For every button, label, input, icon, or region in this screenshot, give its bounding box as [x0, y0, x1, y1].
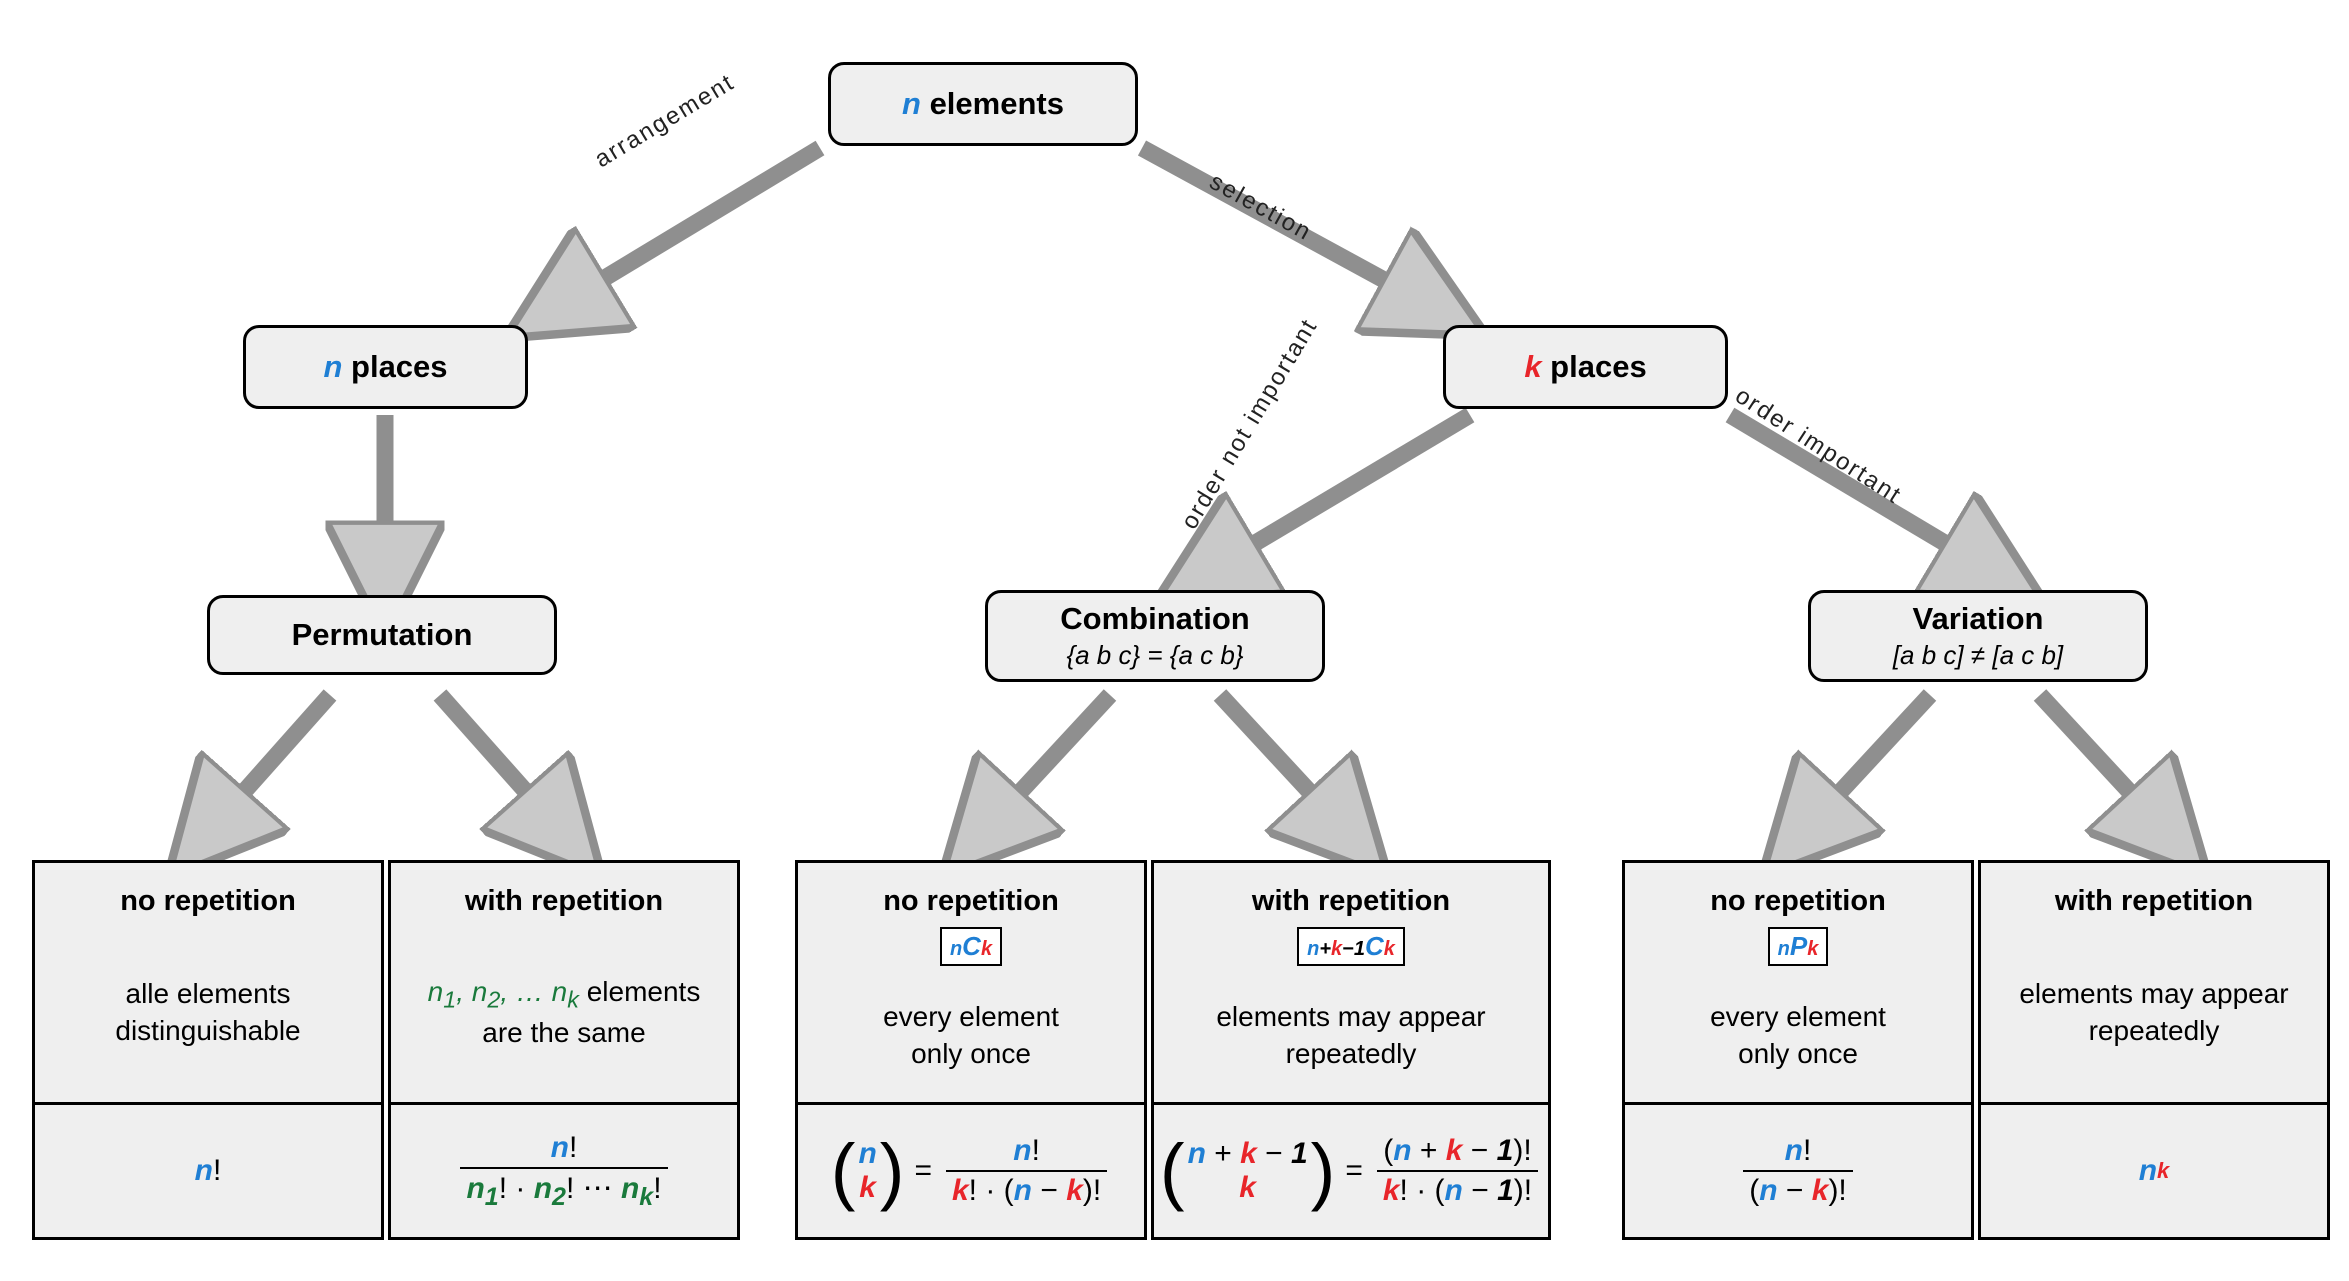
- leaf-head: with repetition: [1251, 884, 1451, 917]
- leaf-head: no repetition: [883, 884, 1059, 917]
- node-permutation[interactable]: [207, 595, 557, 675]
- symbol-k: k: [1524, 349, 1542, 385]
- leaf-badge-row: [1625, 923, 1971, 969]
- edge-label-order-not-important: order not important: [1176, 313, 1324, 534]
- leaf-badge-row: [1154, 923, 1548, 969]
- leaf-head: no repetition: [120, 884, 296, 917]
- leaf-badge-nCk: nCk: [940, 927, 1002, 966]
- edge-label-order-important: order important: [1730, 382, 1907, 510]
- binomial-coefficient: ( n + k − 1 k ): [1159, 1129, 1336, 1213]
- arrow-permutation-to-leaf2: [440, 695, 560, 830]
- leaf-description: $n_1$, $n_2$, … $n_k$ elements are the same: [427, 975, 701, 1048]
- leaf-description: every element only once: [1710, 1001, 1886, 1069]
- leaf-formula: $\frac{n!}{(n - k)!}$: [1625, 1102, 1971, 1237]
- arrow-combination-to-leaf1: [985, 695, 1110, 830]
- node-n-places-label: n places: [323, 349, 448, 385]
- leaf-formula: ( n + k − 1 k ) = $\frac{(n + k - 1)!}{k! \cdot (n - 1)!}$: [1154, 1102, 1548, 1237]
- leaf-head: no repetition: [1710, 884, 1886, 917]
- leaf-variation-with-repetition[interactable]: [1978, 860, 2330, 1240]
- leaf-description: every element only once: [883, 1001, 1059, 1069]
- node-k-places[interactable]: [1443, 325, 1728, 409]
- arrow-variation-to-leaf1: [1805, 695, 1930, 830]
- node-k-places-label: k places: [1524, 349, 1647, 385]
- symbol-n: n: [194, 1154, 213, 1187]
- arrow-variation-to-leaf2: [2040, 695, 2165, 830]
- node-n-elements-label: n elements: [902, 86, 1064, 122]
- leaf-combination-no-repetition[interactable]: [795, 860, 1147, 1240]
- leaf-badge-row: [798, 923, 1144, 969]
- edge-label-selection: selection: [1204, 168, 1317, 247]
- leaf-head: with repetition: [2054, 884, 2254, 917]
- symbol-n: n: [902, 86, 921, 122]
- arrow-root-to-n-places: [560, 148, 820, 305]
- leaf-formula: $\frac{n!}{n_1! \cdot n_2! \cdots n_k!}$: [391, 1102, 737, 1237]
- leaf-description: alle elements distinguishable: [115, 978, 301, 1046]
- edge-label-arrangement: arrangement: [590, 68, 740, 174]
- binomial-coefficient: ( n k ): [830, 1129, 905, 1213]
- node-n-places[interactable]: [243, 325, 528, 409]
- node-combination-subtitle: {a b c} = {a c b}: [1066, 640, 1244, 671]
- leaf-head: with repetition: [464, 884, 664, 917]
- node-permutation-title: Permutation: [291, 617, 473, 653]
- node-n-elements[interactable]: [828, 62, 1138, 146]
- node-variation-title: Variation: [1912, 600, 2044, 636]
- node-variation[interactable]: [1808, 590, 2148, 682]
- leaf-variation-no-repetition[interactable]: [1622, 860, 1974, 1240]
- node-variation-subtitle: [a b c] ≠ [a c b]: [1892, 640, 2064, 671]
- leaf-permutation-with-repetition[interactable]: [388, 860, 740, 1240]
- leaf-formula: ( n k ) = $\frac{n!}{k! \cdot (n - k)!}$: [798, 1102, 1144, 1237]
- arrow-k-places-to-variation: [1730, 415, 1990, 570]
- leaf-permutation-no-repetition[interactable]: [32, 860, 384, 1240]
- arrow-permutation-to-leaf1: [210, 695, 330, 830]
- node-combination[interactable]: [985, 590, 1325, 682]
- leaf-formula: n !: [35, 1102, 381, 1237]
- leaf-formula: n k: [1981, 1102, 2327, 1237]
- leaf-combination-with-repetition[interactable]: [1151, 860, 1551, 1240]
- symbol-n: n: [323, 349, 343, 385]
- leaf-description: elements may appear repeatedly: [1216, 1001, 1486, 1069]
- node-combination-title: Combination: [1060, 600, 1250, 636]
- leaf-badge-npkm1Ck: n+k−1Ck: [1297, 927, 1405, 966]
- arrow-combination-to-leaf2: [1220, 695, 1345, 830]
- leaf-badge-nPk: nPk: [1768, 927, 1829, 966]
- leaf-description: elements may appear repeatedly: [2019, 978, 2289, 1046]
